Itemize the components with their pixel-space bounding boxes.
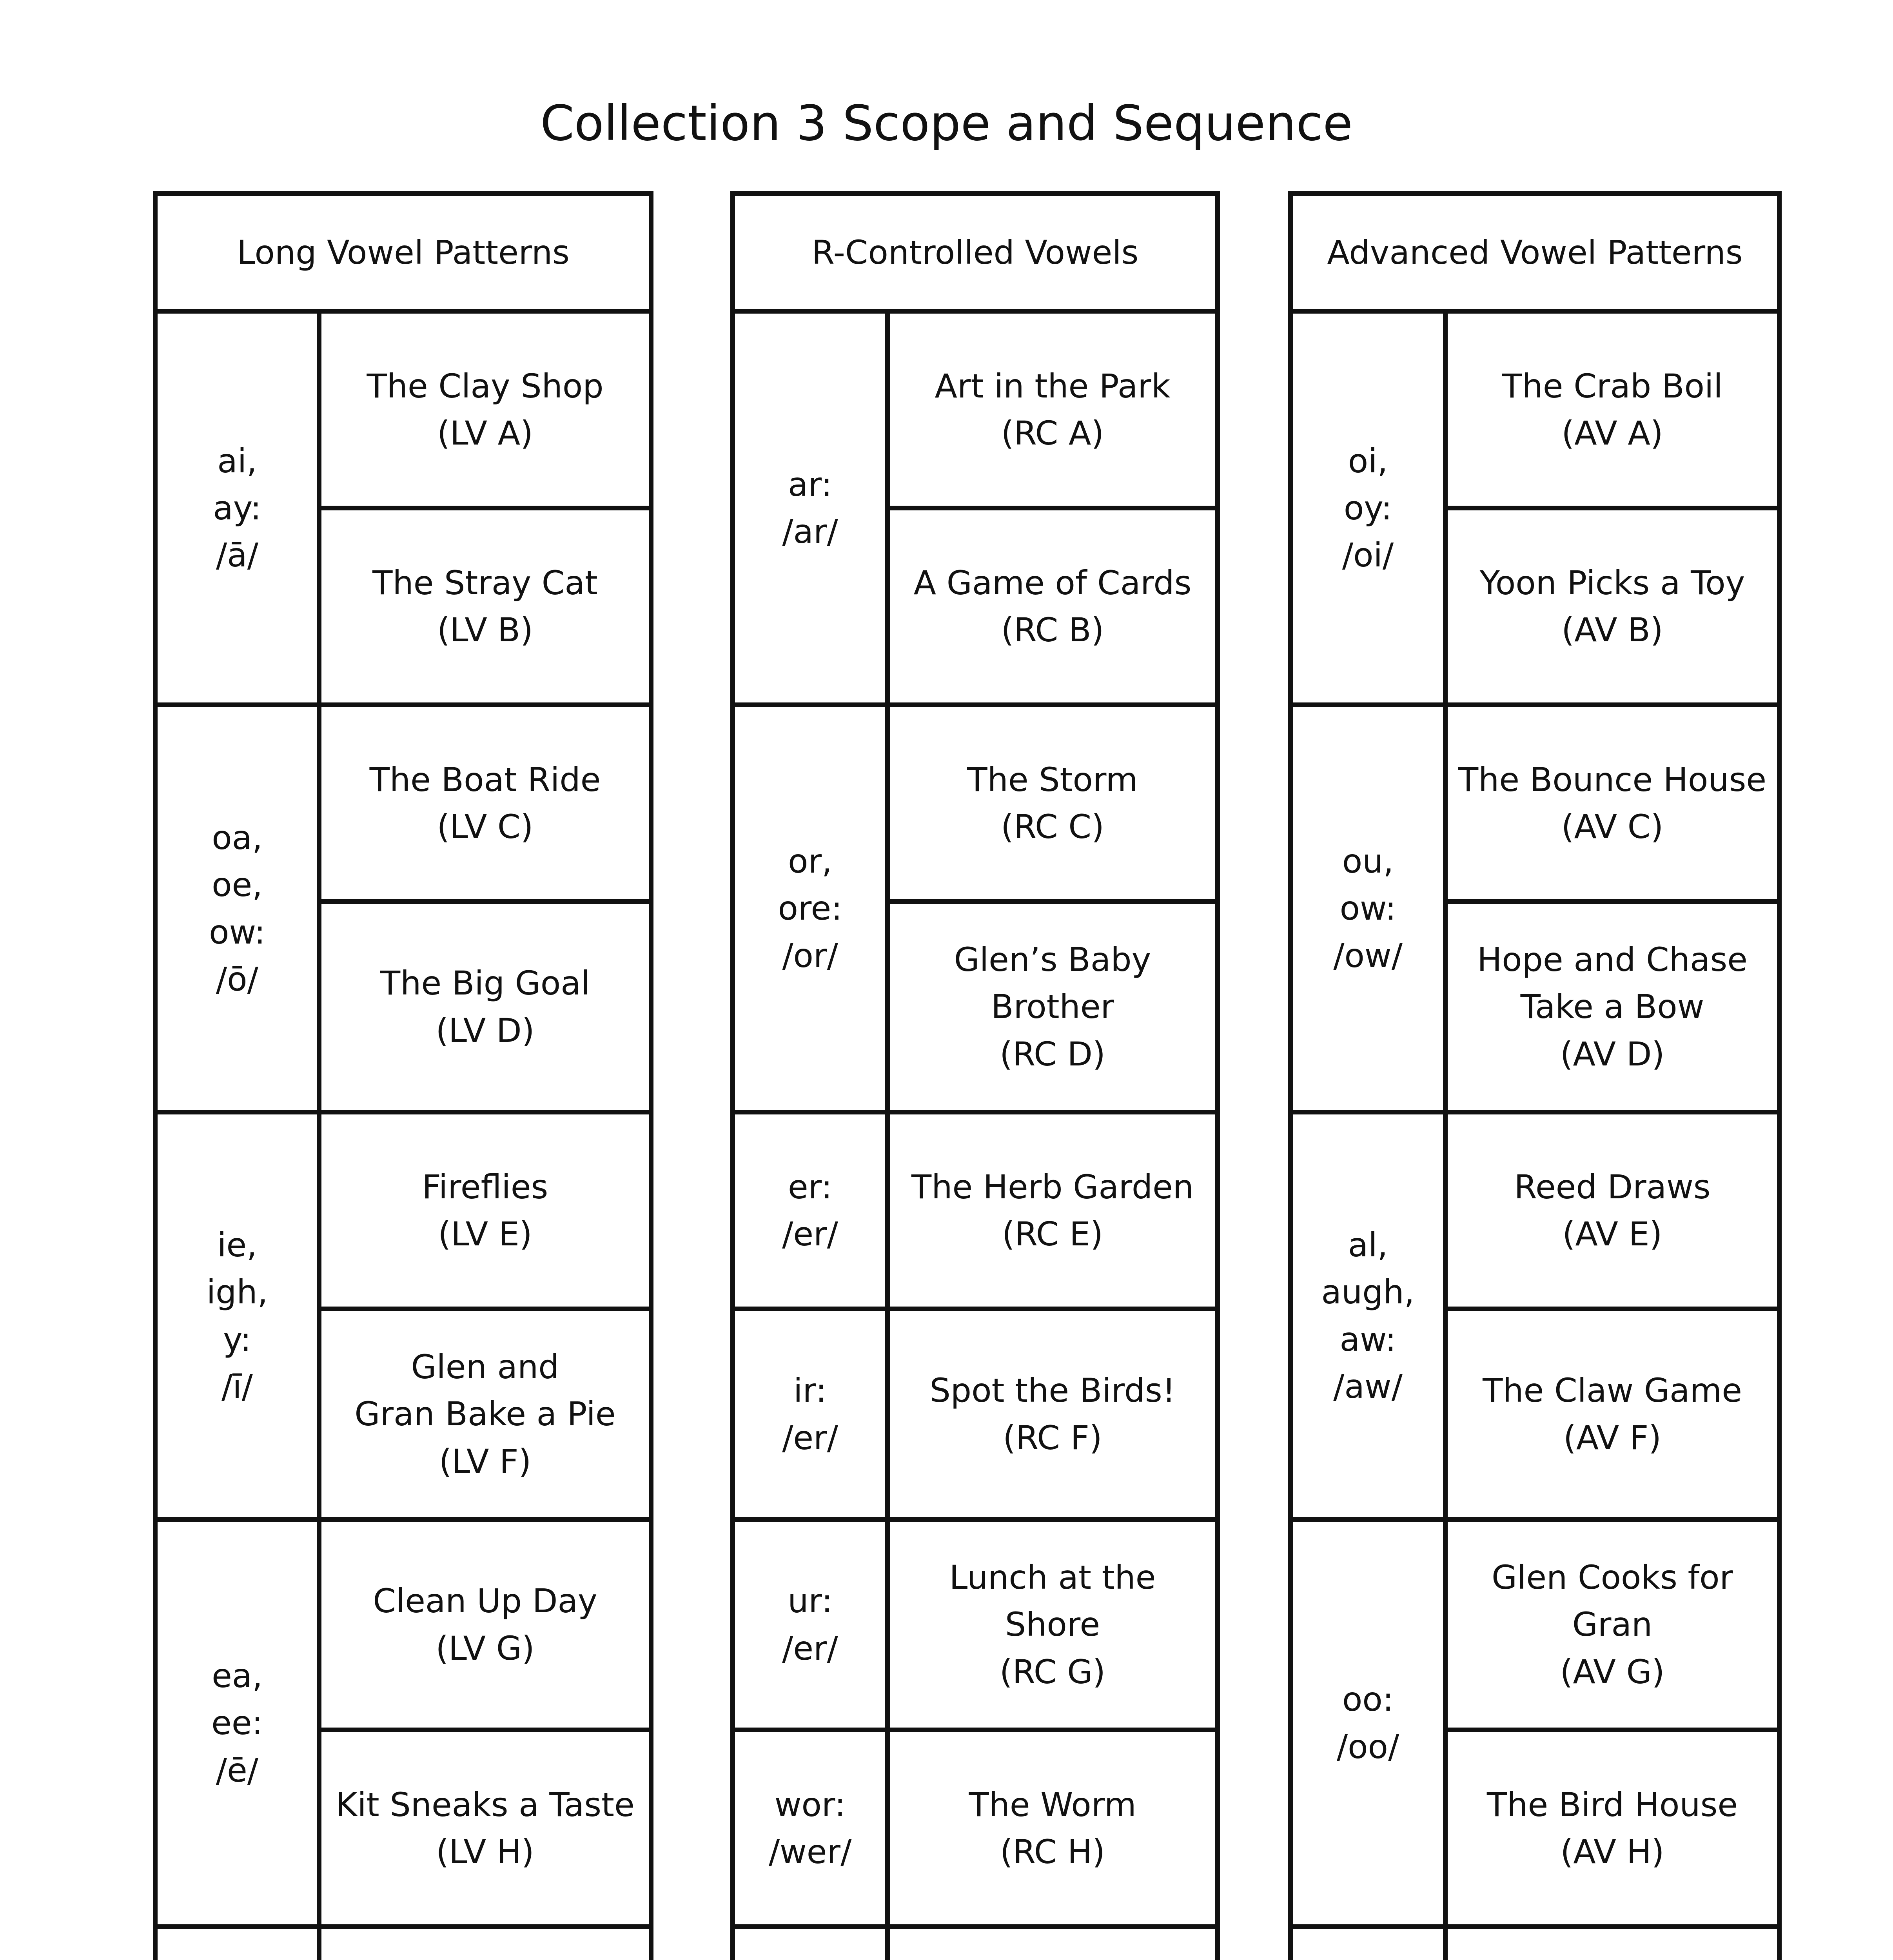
book-cell	[890, 1929, 1215, 1960]
vowel-pattern-cell	[158, 1114, 321, 1522]
book-entry	[935, 363, 1170, 457]
book-entry	[1514, 1163, 1710, 1258]
book-title: Clean Up Day	[373, 1582, 597, 1621]
vowel-pattern-label: oo: /oo/	[1336, 1680, 1399, 1766]
vowel-pattern-label: ur: /er/	[782, 1582, 838, 1668]
book-title: A Game of Cards	[913, 563, 1192, 602]
table-header: Advanced Vowel Patterns	[1293, 196, 1777, 314]
book-cell	[1448, 707, 1777, 904]
book-cell	[321, 1522, 649, 1732]
book-code: (LV B)	[437, 611, 533, 649]
book-title: The Bounce House	[1458, 760, 1767, 799]
vowel-pattern-label: al, augh, aw: /aw/	[1321, 1226, 1415, 1406]
book-code: (LV E)	[438, 1215, 532, 1253]
book-title: The Herb Garden	[911, 1167, 1194, 1206]
book-cell	[1448, 1929, 1777, 1960]
book-cell	[890, 1311, 1215, 1522]
book-entry	[1487, 1781, 1738, 1875]
vowel-pattern-cell	[735, 1114, 890, 1311]
book-cell	[1448, 314, 1777, 510]
vowel-pattern-label: ea, ee: /ē/	[211, 1657, 263, 1789]
vowel-pattern-cell	[158, 1522, 321, 1929]
book-entry	[370, 756, 601, 850]
book-code: (AV A)	[1561, 414, 1663, 452]
book-entry	[1458, 756, 1766, 850]
vowel-pattern-label: ou, ow: /ow/	[1333, 842, 1403, 975]
vowel-pattern-cell	[735, 1929, 890, 1960]
book-entry	[949, 1554, 1156, 1695]
page-title: Collection 3 Scope and Sequence	[540, 95, 1353, 152]
vowel-pattern-cell	[735, 1732, 890, 1929]
book-entry	[969, 1781, 1136, 1875]
book-entry	[911, 1163, 1194, 1258]
vowel-pattern-cell	[1293, 314, 1448, 707]
book-code: (RC B)	[1001, 611, 1104, 649]
book-title: Glen’s Baby Brother	[954, 940, 1151, 1026]
book-entry	[967, 756, 1138, 850]
book-entry	[929, 1367, 1175, 1461]
book-title: Glen and Gran Bake a Pie	[354, 1348, 616, 1434]
book-title: Fireflies	[422, 1167, 548, 1206]
book-code: (RC C)	[1001, 808, 1104, 846]
book-code: (AV C)	[1561, 808, 1664, 846]
book-code: (AV F)	[1563, 1418, 1662, 1457]
book-title: Reed Draws	[1514, 1167, 1711, 1206]
book-code: (RC H)	[1000, 1833, 1105, 1871]
book-title: The Storm	[967, 760, 1138, 799]
vowel-pattern-cell	[1293, 1929, 1448, 1960]
scope-table	[1288, 191, 1782, 1960]
book-title: The Bird House	[1486, 1785, 1738, 1824]
book-entry	[1483, 1367, 1742, 1461]
book-cell	[890, 1114, 1215, 1311]
book-entry	[380, 960, 590, 1054]
book-entry	[373, 1577, 597, 1671]
book-code: (LV F)	[439, 1442, 532, 1481]
book-title: Yoon Picks a Toy	[1479, 563, 1745, 602]
book-code: (AV D)	[1560, 1034, 1665, 1073]
book-entry	[1502, 363, 1722, 457]
book-title: The Clay Shop	[367, 367, 604, 405]
book-cell	[890, 904, 1215, 1114]
vowel-pattern-label: ar: /ar/	[782, 465, 838, 551]
vowel-pattern-label: ai, ay: /ā/	[213, 441, 261, 575]
book-title: The Stray Cat	[372, 563, 598, 602]
book-cell	[321, 1929, 649, 1960]
vowel-pattern-label: ir: /er/	[782, 1371, 838, 1457]
book-title: The Boat Ride	[369, 760, 601, 799]
book-cell	[890, 1522, 1215, 1732]
book-entry	[1480, 559, 1745, 653]
book-cell	[321, 904, 649, 1114]
vowel-pattern-cell	[735, 1311, 890, 1522]
book-entry	[372, 559, 598, 653]
vowel-pattern-label: ie, igh, y: /ī/	[206, 1226, 268, 1406]
table-header: R-Controlled Vowels	[735, 196, 1215, 314]
book-code: (AV B)	[1561, 611, 1663, 649]
vowel-pattern-label: oi, oy: /oi/	[1342, 441, 1394, 575]
book-entry	[914, 559, 1192, 653]
book-title: The Worm	[969, 1785, 1136, 1824]
book-cell	[1448, 904, 1777, 1114]
vowel-pattern-cell	[735, 314, 890, 707]
book-title: Lunch at the Shore	[949, 1558, 1156, 1644]
scope-table	[153, 191, 653, 1960]
book-code: (LV A)	[437, 414, 533, 452]
vowel-pattern-cell	[158, 1929, 321, 1960]
vowel-pattern-cell	[1293, 1522, 1448, 1929]
book-title: The Big Goal	[380, 964, 590, 1003]
book-cell	[321, 510, 649, 707]
table-header: Long Vowel Patterns	[158, 196, 649, 314]
book-cell	[321, 1114, 649, 1311]
book-title: The Crab Boil	[1502, 367, 1723, 405]
scope-table	[730, 191, 1220, 1960]
book-cell	[321, 314, 649, 510]
book-cell	[890, 1732, 1215, 1929]
book-code: (RC E)	[1002, 1215, 1103, 1253]
book-entry	[367, 363, 603, 457]
book-code: (RC F)	[1003, 1418, 1102, 1457]
vowel-pattern-label: er: /er/	[782, 1167, 838, 1253]
book-code: (LV H)	[436, 1833, 534, 1871]
book-entry	[422, 1163, 548, 1258]
book-code: (AV E)	[1562, 1215, 1663, 1253]
book-code: (AV G)	[1560, 1652, 1665, 1691]
book-cell	[1448, 1311, 1777, 1522]
book-code: (LV D)	[436, 1011, 535, 1050]
book-code: (LV G)	[436, 1629, 535, 1668]
book-entry	[336, 1781, 634, 1875]
vowel-pattern-label: or, ore: /or/	[778, 842, 842, 975]
book-title: Kit Sneaks a Taste	[336, 1785, 635, 1824]
book-title: Art in the Park	[935, 367, 1171, 405]
book-cell	[1448, 1114, 1777, 1311]
book-entry	[354, 1343, 615, 1485]
book-cell	[321, 1311, 649, 1522]
book-cell	[321, 1732, 649, 1929]
vowel-pattern-cell	[1293, 1114, 1448, 1522]
book-title: Spot the Birds!	[929, 1371, 1176, 1410]
book-code: (RC D)	[1000, 1034, 1105, 1073]
vowel-pattern-cell	[735, 707, 890, 1114]
book-cell	[890, 707, 1215, 904]
book-code: (RC G)	[999, 1652, 1106, 1691]
book-code: (AV H)	[1560, 1833, 1664, 1871]
vowel-pattern-label: oa, oe, ow: /ō/	[209, 818, 265, 998]
vowel-pattern-cell	[158, 314, 321, 707]
vowel-pattern-cell	[735, 1522, 890, 1732]
vowel-pattern-cell	[158, 707, 321, 1114]
book-title: Hope and Chase Take a Bow	[1477, 940, 1748, 1026]
book-cell	[321, 707, 649, 904]
book-entry	[1492, 1554, 1733, 1695]
book-cell	[890, 314, 1215, 510]
book-code: (LV C)	[437, 808, 534, 846]
book-cell	[1448, 510, 1777, 707]
book-title: The Claw Game	[1483, 1371, 1742, 1410]
book-cell	[1448, 1732, 1777, 1929]
book-code: (RC A)	[1001, 414, 1104, 452]
book-title: Glen Cooks for Gran	[1491, 1558, 1733, 1644]
book-cell	[890, 510, 1215, 707]
book-cell	[1448, 1522, 1777, 1732]
book-entry	[954, 936, 1151, 1077]
vowel-pattern-cell	[1293, 707, 1448, 1114]
vowel-pattern-label: wor: /wer/	[768, 1785, 852, 1871]
book-entry	[1477, 936, 1748, 1077]
